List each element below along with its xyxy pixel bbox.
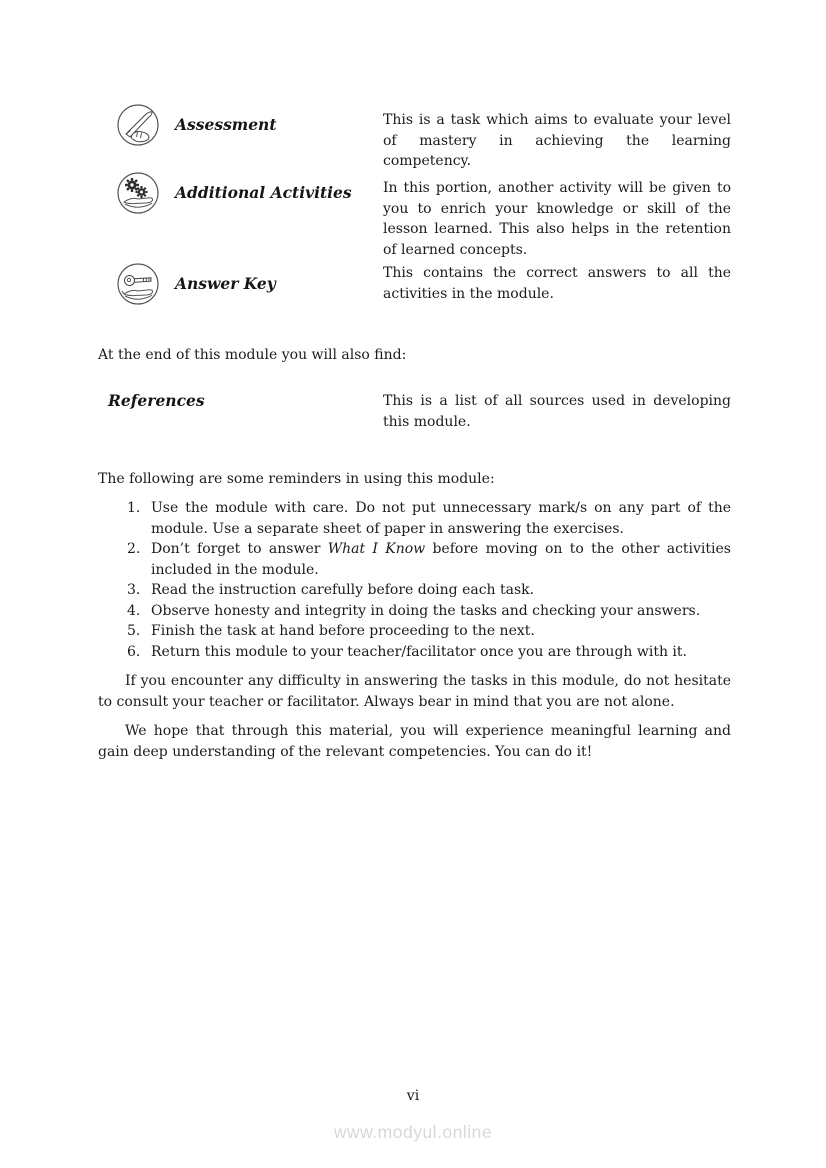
list-item-number: 5. bbox=[127, 623, 141, 639]
gears-hand-icon bbox=[117, 172, 159, 214]
list-item-number: 2. bbox=[127, 541, 141, 557]
references-label: References bbox=[108, 391, 205, 410]
page-number: vi bbox=[406, 1088, 420, 1104]
legend-label-additional-activities: Additional Activities bbox=[175, 182, 352, 202]
list-item-text bbox=[151, 539, 731, 580]
list-item bbox=[98, 642, 731, 663]
list-item-number: 1. bbox=[127, 500, 141, 516]
list-item bbox=[98, 580, 731, 601]
legend-label-answer-key: Answer Key bbox=[175, 273, 276, 293]
list-item-text-italic: What I Know bbox=[327, 541, 426, 557]
closing-paragraph-2: We hope that through this material, you will experience meaningful learning and gain deep understanding of the relevant competencies. You can do it! bbox=[98, 723, 731, 760]
list-item bbox=[98, 539, 731, 580]
list-item-text: Return this module to your teacher/facilitator once you are through with it. bbox=[151, 643, 687, 660]
legend-label-assessment: Assessment bbox=[175, 114, 277, 134]
legend-row-answer-key bbox=[117, 263, 731, 305]
list-item-text-post: before moving on to the other activities included in the module. bbox=[151, 541, 731, 578]
list-item-text: Read the instruction carefully before doing each task. bbox=[151, 582, 535, 598]
list-item-number: 4. bbox=[127, 602, 141, 619]
reminders-list bbox=[98, 498, 731, 662]
pen-hand-icon bbox=[117, 104, 159, 146]
list-item bbox=[98, 498, 731, 539]
legend-desc-answer-key: This contains the correct answers to all the activities in the module. bbox=[383, 265, 731, 302]
closing-paragraphs bbox=[98, 671, 731, 762]
references-description: This is a list of all sources used in developing this module. bbox=[383, 393, 731, 430]
legend-desc-assessment: This is a task which aims to evaluate your level of mastery in achieving the learning competency. bbox=[383, 112, 731, 169]
legend-left-answer-key bbox=[117, 263, 383, 305]
list-item-text-pre: Don’t forget to answer bbox=[151, 541, 328, 557]
legend-row-additional-activities bbox=[117, 172, 731, 260]
list-item-number: 6. bbox=[127, 643, 141, 660]
key-hand-icon bbox=[117, 263, 159, 305]
list-item-text: Use the module with care. Do not put unnecessary mark/s on any part of the module. Use a separate sheet of paper in answering the exercises. bbox=[151, 500, 731, 537]
watermark: www.modyul.online bbox=[333, 1122, 493, 1142]
legend-left-assessment bbox=[117, 104, 383, 146]
reminders-intro: The following are some reminders in using this module: bbox=[98, 471, 495, 487]
end-note: At the end of this module you will also find: bbox=[98, 347, 407, 363]
legend-left-additional-activities bbox=[117, 172, 383, 214]
list-item bbox=[98, 621, 731, 642]
legend-desc-additional-activities: In this portion, another activity will be given to you to enrich your knowledge or skill of the lesson learned. This also helps in the retention of learned concepts. bbox=[383, 180, 731, 258]
list-item-text: Finish the task at hand before proceeding to the next. bbox=[151, 623, 535, 639]
legend-row-assessment bbox=[117, 104, 731, 172]
list-item bbox=[98, 601, 731, 622]
list-item-text: Observe honesty and integrity in doing the tasks and checking your answers. bbox=[151, 602, 701, 619]
list-item-number: 3. bbox=[127, 582, 141, 598]
closing-paragraph-1: If you encounter any difficulty in answering the tasks in this module, do not hesitate to consult your teacher or facilitator. Always bear in mind that you are not alone. bbox=[98, 673, 731, 710]
